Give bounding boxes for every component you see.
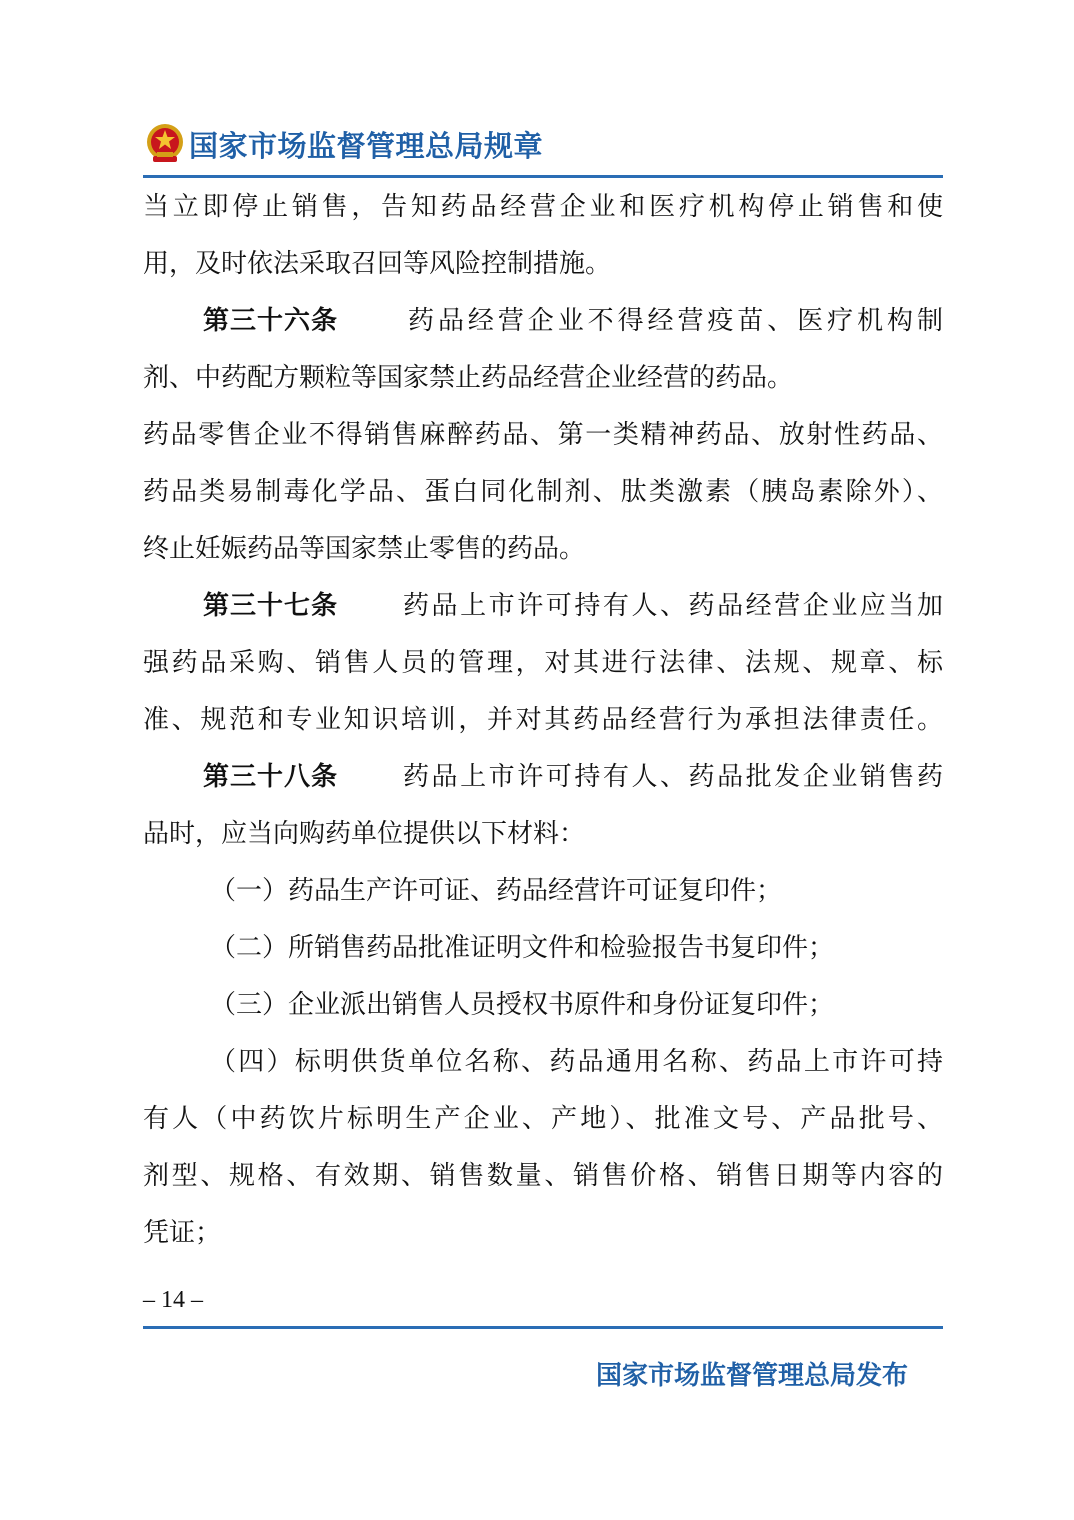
article-38-line [203,757,943,797]
paragraph-line: 终止妊娠药品等国家禁止零售的药品。 [143,534,586,564]
paragraph-line: 凭证； [143,1218,222,1248]
list-item: （四）标明供货单位名称、药品通用名称、药品上市许可持 [210,1047,943,1077]
paragraph-line: 药品类易制毒化学品、蛋白同化制剂、肽类激素（胰岛素除外）、 [143,477,943,507]
page-header [143,118,943,178]
article-38-title: 第三十八条 [203,762,339,792]
footer-publisher: 国家市场监督管理总局发布 [596,1361,909,1391]
article-37-line [203,586,943,626]
footer-divider [143,1326,943,1329]
header-title: 国家市场监督管理总局规章 [189,129,544,163]
paragraph-line: 强药品采购、销售人员的管理，对其进行法律、法规、规章、标 [143,648,943,678]
article-37-title: 第三十七条 [203,591,339,621]
paragraph-line: 品时，应当向购药单位提供以下材料： [143,819,586,849]
list-item: （三）企业派出销售人员授权书原件和身份证复印件； [210,990,835,1020]
national-emblem-icon [145,122,185,166]
paragraph-line: 用，及时依法采取召回等风险控制措施。 [143,249,612,279]
article-37-text: 药品上市许可持有人、药品经营企业应当加 [403,591,943,621]
list-item: （二）所销售药品批准证明文件和检验报告书复印件； [210,933,835,963]
paragraph-line: 有人（中药饮片标明生产企业、产地）、批准文号、产品批号、 [143,1104,943,1134]
paragraph-line: 剂型、规格、有效期、销售数量、销售价格、销售日期等内容的 [143,1161,943,1191]
page-number: – 14 – [143,1287,203,1313]
list-item: （一）药品生产许可证、药品经营许可证复印件； [210,876,783,906]
paragraph-line: 准、规范和专业知识培训，并对其药品经营行为承担法律责任。 [143,705,943,735]
article-38-text: 药品上市许可持有人、药品批发企业销售药 [403,762,943,792]
article-36-text: 药品经营企业不得经营疫苗、医疗机构制 [408,306,943,336]
paragraph-line: 药品零售企业不得销售麻醉药品、第一类精神药品、放射性药品、 [143,420,943,450]
paragraph-line: 剂、中药配方颗粒等国家禁止药品经营企业经营的药品。 [143,363,794,393]
article-36-title: 第三十六条 [203,306,339,336]
paragraph-line: 当立即停止销售，告知药品经营企业和医疗机构停止销售和使 [143,192,943,222]
header-divider [143,175,943,178]
article-36-line [203,301,943,341]
